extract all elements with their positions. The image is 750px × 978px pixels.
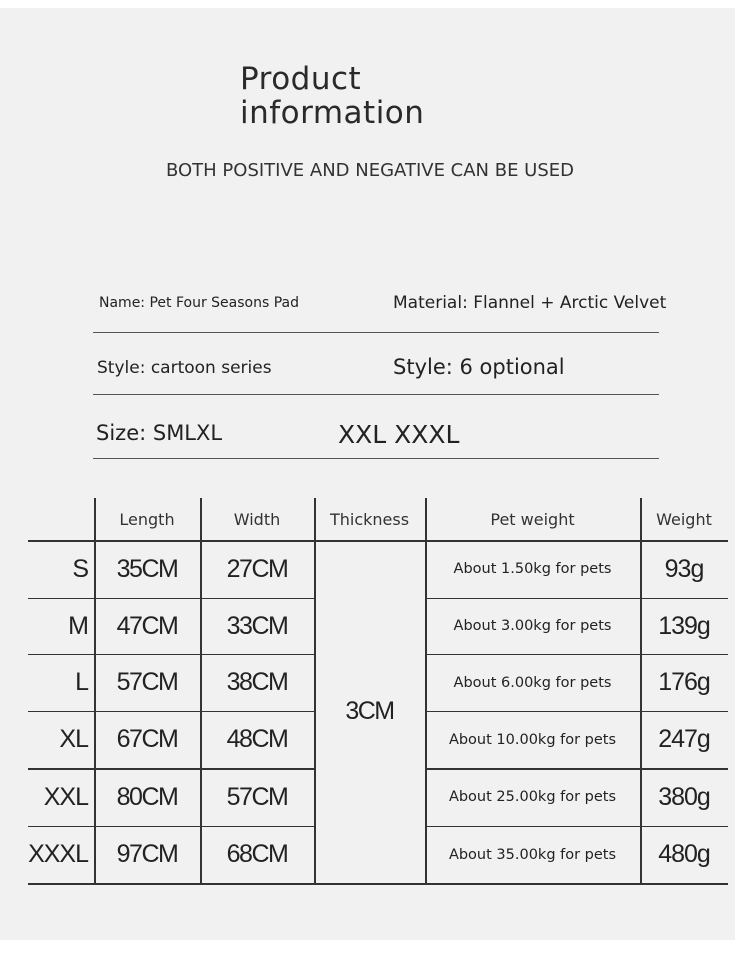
width-cell: 27CM xyxy=(226,554,288,583)
weight-cell: 247g xyxy=(658,725,710,753)
weight-cell: 139g xyxy=(658,611,710,640)
pet-weight-cell: About 6.00kg for pets xyxy=(453,674,612,691)
width-cell: 38CM xyxy=(226,668,288,696)
pet-weight-cell: About 1.50kg for pets xyxy=(453,561,612,577)
weight-cell: 380g xyxy=(658,782,710,811)
info-material: Material: Flannel + Arctic Velvet xyxy=(393,293,667,313)
pet-weight-cell: About 3.00kg for pets xyxy=(453,618,612,634)
info-divider xyxy=(93,394,659,395)
info-size-extra: XXL XXXL xyxy=(338,420,460,449)
length-cell: 67CM xyxy=(116,725,178,753)
title-line-1: Product xyxy=(240,61,362,97)
thickness-cell: 3CM xyxy=(345,697,394,725)
length-cell: 57CM xyxy=(116,668,178,696)
pet-weight-cell: About 10.00kg for pets xyxy=(448,731,617,748)
info-style-series: Style: cartoon series xyxy=(97,358,272,378)
length-cell: 47CM xyxy=(116,611,178,640)
width-cell: 57CM xyxy=(226,782,288,811)
length-cell: 80CM xyxy=(116,782,178,811)
page-title xyxy=(240,62,424,130)
length-cell: 97CM xyxy=(116,840,178,868)
size-label: L xyxy=(75,668,88,696)
table-row-divider xyxy=(28,883,728,885)
size-label: S xyxy=(72,554,88,583)
size-label: M xyxy=(68,611,88,640)
info-size: Size: SMLXL xyxy=(96,421,223,445)
pet-weight-cell: About 35.00kg for pets xyxy=(448,846,617,863)
size-label: XL xyxy=(59,725,88,753)
width-cell: 68CM xyxy=(226,840,288,868)
info-style-optional: Style: 6 optional xyxy=(393,355,565,379)
pet-weight-cell: About 25.00kg for pets xyxy=(448,789,617,805)
weight-cell: 176g xyxy=(658,668,710,696)
info-name: Name: Pet Four Seasons Pad xyxy=(99,295,299,311)
table-header-cell: Length xyxy=(119,509,175,529)
width-cell: 33CM xyxy=(226,611,288,640)
weight-cell: 93g xyxy=(664,554,704,583)
size-label: XXXL xyxy=(28,840,88,868)
length-cell: 35CM xyxy=(116,554,178,583)
size-label: XXL xyxy=(43,782,88,811)
info-divider xyxy=(93,332,659,333)
info-divider xyxy=(93,458,659,459)
subtitle: BOTH POSITIVE AND NEGATIVE CAN BE USED xyxy=(165,160,575,181)
title-line-2: information xyxy=(240,95,425,131)
table-header-cell: Weight xyxy=(656,509,712,529)
table-header-cell: Pet weight xyxy=(490,509,575,529)
table-header-cell: Thickness xyxy=(329,509,410,529)
weight-cell: 480g xyxy=(658,840,710,868)
width-cell: 48CM xyxy=(226,725,288,753)
table-header-cell: Width xyxy=(233,509,281,529)
